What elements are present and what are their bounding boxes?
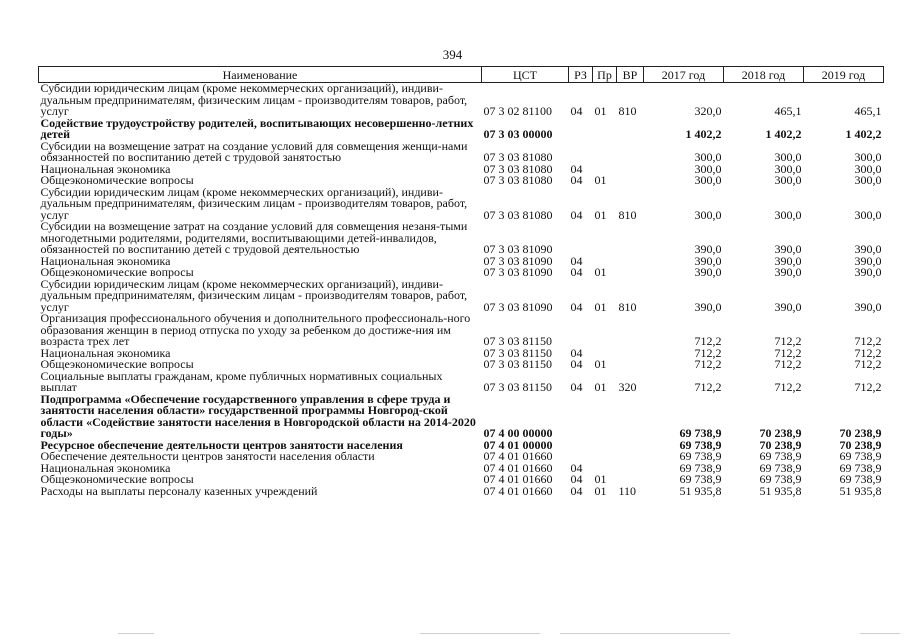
cell-name: Национальная экономика	[40, 460, 171, 475]
cell-2018: 712,2	[774, 334, 802, 348]
cell-name: Национальная экономика	[40, 345, 171, 360]
cell-2018: 390,0	[774, 242, 802, 256]
header-rz: РЗ	[569, 67, 593, 83]
cell-cst: 07 4 01 01660	[483, 460, 553, 475]
cell-2018: 300,0	[774, 207, 802, 222]
cell-vr	[617, 463, 644, 475]
page-number: 394	[442, 47, 463, 62]
cell-2018: 712,2	[774, 357, 802, 371]
header-pr: Пр	[593, 67, 617, 83]
cell-2018: 51 935,8	[759, 483, 802, 498]
table-body	[39, 83, 884, 498]
table-row	[39, 118, 884, 141]
cell-2019: 390,0	[854, 242, 882, 256]
header-vr: ВР	[617, 67, 644, 83]
cell-name: Общеэкономические вопросы	[40, 357, 194, 371]
cell-rz	[569, 394, 593, 440]
cell-rz: 04	[570, 104, 583, 118]
cell-name: Общеэкономические вопросы	[40, 472, 194, 486]
cell-rz: 04	[570, 207, 583, 222]
scan-artifacts	[0, 626, 905, 640]
cell-cst: 07 3 03 81080	[483, 161, 553, 176]
cell-rz: 04	[570, 253, 583, 268]
cell-2017: 712,2	[694, 357, 722, 371]
cell-cst: 07 4 01 00000	[483, 437, 553, 452]
cell-pr	[593, 118, 617, 141]
cell-name: Национальная экономика	[40, 161, 171, 176]
cell-pr: 01	[594, 483, 607, 498]
cell-2019: 70 238,9	[839, 437, 882, 452]
cell-cst: 07 3 03 81080	[483, 173, 553, 187]
header-2018: 2018 год	[724, 67, 804, 83]
cell-vr	[617, 451, 644, 463]
cell-2018: 69 738,9	[759, 460, 802, 475]
cell-2018: 69 738,9	[759, 449, 802, 463]
cell-pr: 01	[594, 173, 607, 187]
cell-name: Субсидии юридическим лицам (кроме некоммерческих организаций), индиви-дуальным предпринимателям, физическим лицам - производителям товаров, работ, услуг	[40, 81, 468, 118]
cell-2019: 390,0	[854, 299, 882, 314]
cell-rz	[569, 221, 593, 256]
cell-2017: 390,0	[694, 265, 722, 279]
cell-2018: 390,0	[774, 265, 802, 279]
table-row	[39, 371, 884, 394]
cell-2017: 390,0	[694, 253, 722, 268]
cell-name: Субсидии на возмещение затрат на создание условий для совмещения незаня-тыми многодетными родителями, родителями, воспитывающими детей-инвалидов, обязанностей по воспитанию детей с трудовой деятельностью	[40, 219, 468, 256]
cell-pr: 01	[594, 265, 607, 279]
cell-rz	[569, 118, 593, 141]
cell-cst: 07 3 03 81090	[483, 253, 553, 268]
cell-name: Общеэкономические вопросы	[40, 173, 194, 187]
cell-name: Ресурсное обеспечение деятельности центров занятости населения	[40, 437, 403, 452]
cell-2017: 300,0	[694, 161, 722, 176]
cell-vr	[617, 118, 644, 141]
cell-2019: 300,0	[854, 161, 882, 176]
table-row	[39, 187, 884, 222]
cell-pr	[593, 141, 617, 164]
cell-pr: 01	[594, 104, 607, 118]
cell-vr: 810	[618, 299, 637, 314]
header-2019: 2019 год	[804, 67, 884, 83]
cell-vr: 810	[618, 207, 637, 222]
cell-pr: 01	[594, 472, 607, 486]
cell-cst: 07 3 03 81090	[483, 242, 553, 256]
cell-cst: 07 3 03 81080	[483, 150, 553, 164]
cell-2017: 51 935,8	[679, 483, 722, 498]
cell-2017: 300,0	[694, 173, 722, 187]
cell-2019: 300,0	[854, 173, 882, 187]
cell-name: Подпрограмма «Обеспечение государственного управления в сфере труда и занятости населения области» государственной программы Новгород-ской области «Содействие занятости населения в Новгородской области на 2014-2020 годы»	[40, 391, 476, 440]
cell-2019: 69 738,9	[839, 460, 882, 475]
cell-rz	[569, 313, 593, 348]
cell-vr	[617, 175, 644, 187]
header-cst: ЦСТ	[482, 67, 569, 83]
header-2017: 2017 год	[644, 67, 724, 83]
cell-2018: 390,0	[774, 299, 802, 314]
cell-2019: 51 935,8	[839, 483, 882, 498]
cell-vr	[617, 221, 644, 256]
cell-2019: 712,2	[854, 334, 882, 348]
cell-pr: 01	[594, 207, 607, 222]
cell-pr	[593, 221, 617, 256]
cell-cst: 07 3 03 00000	[483, 127, 553, 141]
cell-name: Расходы на выплаты персоналу казенных учреждений	[40, 483, 318, 498]
cell-2017: 69 738,9	[679, 472, 722, 486]
cell-pr	[593, 451, 617, 463]
cell-2017: 300,0	[694, 150, 722, 164]
table-row	[39, 141, 884, 164]
cell-name: Национальная экономика	[40, 253, 171, 268]
cell-rz: 04	[570, 345, 583, 360]
cell-cst: 07 4 01 01660	[483, 449, 553, 463]
cell-cst: 07 3 02 81100	[483, 104, 553, 118]
cell-2017: 300,0	[694, 207, 722, 222]
cell-2019: 712,2	[854, 380, 882, 394]
cell-2017: 69 738,9	[679, 437, 722, 452]
cell-2017: 712,2	[694, 334, 722, 348]
cell-rz: 04	[570, 472, 583, 486]
table-row	[39, 83, 884, 118]
cell-2019: 300,0	[854, 207, 882, 222]
cell-vr: 110	[618, 483, 637, 498]
cell-vr	[617, 164, 644, 176]
cell-2018: 390,0	[774, 253, 802, 268]
table-row	[39, 394, 884, 440]
cell-vr	[617, 313, 644, 348]
cell-rz: 04	[570, 357, 583, 371]
cell-vr: 320	[618, 380, 637, 394]
cell-pr	[593, 313, 617, 348]
cell-name: Субсидии на возмещение затрат на создание условий для совмещения женщи-нами обязанностей по воспитанию детей с трудовой занятостью	[40, 138, 468, 164]
cell-cst: 07 4 01 01660	[483, 472, 553, 486]
cell-vr	[617, 359, 644, 371]
cell-name: Субсидии юридическим лицам (кроме некоммерческих организаций), индиви-дуальным предпринимателям, физическим лицам - производителям товаров, работ, услуг	[40, 184, 468, 222]
cell-2017: 712,2	[694, 380, 722, 394]
cell-2017: 712,2	[694, 345, 722, 360]
cell-2017: 320,0	[694, 104, 722, 118]
cell-2019: 70 238,9	[839, 426, 882, 440]
cell-2019: 712,2	[854, 357, 882, 371]
cell-2017: 69 738,9	[679, 449, 722, 463]
cell-cst: 07 3 03 81150	[483, 345, 553, 360]
cell-vr	[617, 394, 644, 440]
cell-rz: 04	[570, 460, 583, 475]
cell-vr	[617, 267, 644, 279]
cell-2018: 300,0	[774, 150, 802, 164]
cell-2019: 69 738,9	[839, 472, 882, 486]
cell-rz: 04	[570, 483, 583, 498]
cell-cst: 07 3 03 81150	[483, 334, 553, 348]
cell-2019: 300,0	[854, 150, 882, 164]
cell-vr	[617, 141, 644, 164]
header-name: Наименование	[39, 67, 482, 83]
cell-rz: 04	[570, 173, 583, 187]
cell-2019: 390,0	[854, 265, 882, 279]
cell-2019: 69 738,9	[839, 449, 882, 463]
cell-2018: 465,1	[774, 104, 802, 118]
cell-name: Обеспечение деятельности центров занятости населения области	[40, 449, 375, 463]
cell-2019: 390,0	[854, 253, 882, 268]
cell-name: Содействие трудоустройству родителей, воспитывающих несовершенно-летних детей	[40, 115, 474, 141]
cell-2018: 712,2	[774, 380, 802, 394]
cell-2017: 1 402,2	[685, 127, 722, 141]
cell-2018: 1 402,2	[765, 127, 802, 141]
cell-2018: 712,2	[774, 345, 802, 360]
cell-vr: 810	[618, 104, 637, 118]
cell-name: Организация профессионального обучения и дополнительного профессиональ-ного образования женщин в период отпуска по уходу за ребенком до достиже-ния им возраста трех лет	[40, 311, 471, 348]
table-row	[39, 486, 884, 498]
cell-2019: 465,1	[854, 104, 882, 118]
cell-rz: 04	[570, 299, 583, 314]
cell-vr	[617, 256, 644, 268]
cell-pr	[593, 440, 617, 452]
cell-name: Общеэкономические вопросы	[40, 265, 194, 279]
cell-2017: 69 738,9	[679, 460, 722, 475]
cell-pr: 01	[594, 299, 607, 314]
cell-rz: 04	[570, 380, 583, 394]
cell-2019: 712,2	[854, 345, 882, 360]
cell-2019: 1 402,2	[845, 127, 882, 141]
cell-rz: 04	[570, 161, 583, 176]
table-row	[39, 279, 884, 314]
cell-name: Социальные выплаты гражданам, кроме публичных нормативных социальных выплат	[40, 368, 443, 394]
cell-rz: 04	[570, 265, 583, 279]
cell-cst: 07 4 00 00000	[483, 426, 553, 440]
cell-cst: 07 3 03 81150	[483, 357, 553, 371]
cell-2017: 69 738,9	[679, 426, 722, 440]
cell-2018: 70 238,9	[759, 437, 802, 452]
cell-pr: 01	[594, 380, 607, 394]
cell-rz	[569, 440, 593, 452]
table-row	[39, 313, 884, 348]
cell-2017: 390,0	[694, 242, 722, 256]
cell-2017: 390,0	[694, 299, 722, 314]
cell-vr	[617, 348, 644, 360]
cell-cst: 07 3 03 81090	[483, 265, 553, 279]
cell-vr	[617, 440, 644, 452]
cell-pr	[593, 394, 617, 440]
cell-cst: 07 4 01 01660	[483, 483, 553, 498]
cell-name: Субсидии юридическим лицам (кроме некоммерческих организаций), индиви-дуальным предпринимателям, физическим лицам - производителям товаров, работ, услуг	[40, 276, 468, 314]
cell-2018: 69 738,9	[759, 472, 802, 486]
cell-2018: 300,0	[774, 161, 802, 176]
cell-rz	[569, 141, 593, 164]
cell-2018: 300,0	[774, 173, 802, 187]
cell-cst: 07 3 03 81150	[483, 380, 553, 394]
table-row	[39, 221, 884, 256]
cell-pr: 01	[594, 357, 607, 371]
cell-cst: 07 3 03 81080	[483, 207, 553, 222]
cell-2018: 70 238,9	[759, 426, 802, 440]
budget-table	[38, 66, 884, 497]
cell-cst: 07 3 03 81090	[483, 299, 553, 314]
